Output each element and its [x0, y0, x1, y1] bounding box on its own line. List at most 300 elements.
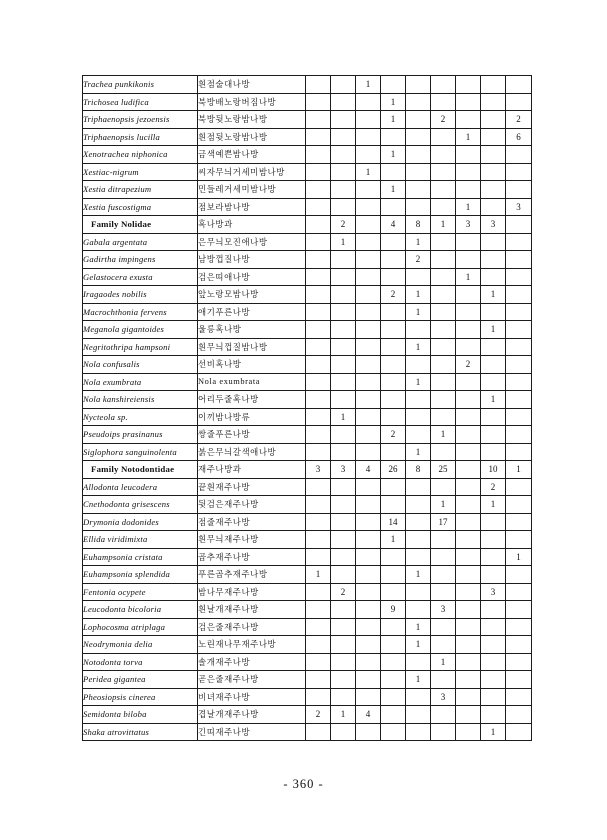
- count-cell: [306, 181, 331, 199]
- count-cell: [481, 303, 506, 321]
- species-row: [83, 496, 532, 514]
- count-cell: [356, 496, 381, 514]
- count-cell: 3: [306, 461, 331, 479]
- count-cell: [431, 478, 456, 496]
- count-cell: [481, 636, 506, 654]
- count-cell: 4: [356, 706, 381, 724]
- korean-name-cell: 북방배노랑버짐나방: [198, 93, 306, 111]
- count-cell: [506, 391, 532, 409]
- count-cell: 3: [481, 583, 506, 601]
- count-cell: [406, 583, 431, 601]
- korean-name-cell: 선비혹나방: [198, 356, 306, 374]
- count-cell: [331, 426, 356, 444]
- count-cell: [406, 723, 431, 741]
- count-cell: [431, 93, 456, 111]
- korean-name-cell: 남방껍질나방: [198, 251, 306, 269]
- count-cell: [431, 636, 456, 654]
- count-cell: [331, 146, 356, 164]
- count-cell: [356, 286, 381, 304]
- count-cell: [406, 513, 431, 531]
- count-cell: [431, 163, 456, 181]
- count-cell: [506, 653, 532, 671]
- count-cell: [381, 373, 406, 391]
- count-cell: 2: [431, 111, 456, 129]
- count-cell: [331, 636, 356, 654]
- species-row: [83, 688, 532, 706]
- count-cell: [356, 636, 381, 654]
- count-cell: [456, 461, 481, 479]
- count-cell: [456, 496, 481, 514]
- count-cell: [431, 321, 456, 339]
- count-cell: [306, 496, 331, 514]
- count-cell: [331, 688, 356, 706]
- count-cell: [406, 356, 431, 374]
- count-cell: [356, 233, 381, 251]
- count-cell: [456, 408, 481, 426]
- korean-name-cell: 북방뒷노랑밤나방: [198, 111, 306, 129]
- species-row: [83, 531, 532, 549]
- count-cell: [481, 356, 506, 374]
- count-cell: [456, 636, 481, 654]
- korean-name-cell: 검은띠애나방: [198, 268, 306, 286]
- count-cell: [481, 688, 506, 706]
- count-cell: [456, 76, 481, 94]
- count-cell: [331, 128, 356, 146]
- scientific-name-cell: Negritothripa hampsoni: [83, 338, 198, 356]
- count-cell: [331, 513, 356, 531]
- count-cell: 1: [381, 111, 406, 129]
- count-cell: [506, 478, 532, 496]
- count-cell: [356, 566, 381, 584]
- count-cell: [306, 286, 331, 304]
- count-cell: 1: [406, 373, 431, 391]
- count-cell: [406, 163, 431, 181]
- count-cell: [356, 338, 381, 356]
- count-cell: [506, 268, 532, 286]
- species-row: [83, 408, 532, 426]
- count-cell: [456, 321, 481, 339]
- korean-name-cell: 흰점뒷노랑밤나방: [198, 128, 306, 146]
- count-cell: [306, 408, 331, 426]
- count-cell: [381, 233, 406, 251]
- count-cell: [356, 198, 381, 216]
- count-cell: [331, 671, 356, 689]
- korean-name-cell: 겹날개재주나방: [198, 706, 306, 724]
- korean-name-cell: 애기푸른나방: [198, 303, 306, 321]
- scientific-name-cell: Xenotrachea niphonica: [83, 146, 198, 164]
- count-cell: [331, 618, 356, 636]
- count-cell: [406, 601, 431, 619]
- count-cell: [456, 443, 481, 461]
- count-cell: [381, 198, 406, 216]
- count-cell: [481, 251, 506, 269]
- count-cell: [381, 303, 406, 321]
- korean-name-cell: 붉은무늬갈색애나방: [198, 443, 306, 461]
- count-cell: 4: [356, 461, 381, 479]
- count-cell: [356, 146, 381, 164]
- count-cell: [381, 496, 406, 514]
- count-cell: [356, 618, 381, 636]
- count-cell: 3: [481, 216, 506, 234]
- count-cell: [406, 688, 431, 706]
- count-cell: [456, 373, 481, 391]
- count-cell: [481, 671, 506, 689]
- scientific-name-cell: Lophocosma atriplaga: [83, 618, 198, 636]
- count-cell: [356, 373, 381, 391]
- count-cell: [481, 513, 506, 531]
- count-cell: [481, 268, 506, 286]
- count-cell: [506, 303, 532, 321]
- scientific-name-cell: Gabala argentata: [83, 233, 198, 251]
- count-cell: [481, 531, 506, 549]
- count-cell: [406, 76, 431, 94]
- count-cell: [381, 443, 406, 461]
- species-row: [83, 356, 532, 374]
- count-cell: [356, 688, 381, 706]
- count-cell: [356, 513, 381, 531]
- scientific-name-cell: Trachea punkikonis: [83, 76, 198, 94]
- count-cell: [456, 181, 481, 199]
- count-cell: [431, 618, 456, 636]
- count-cell: [456, 93, 481, 111]
- count-cell: [506, 356, 532, 374]
- count-cell: [381, 128, 406, 146]
- species-row: [83, 636, 532, 654]
- count-cell: 1: [431, 496, 456, 514]
- count-cell: [406, 321, 431, 339]
- count-cell: 1: [406, 303, 431, 321]
- scientific-name-cell: Euhampsonia splendida: [83, 566, 198, 584]
- count-cell: 2: [506, 111, 532, 129]
- scientific-name-cell: Pheosiopsis cinerea: [83, 688, 198, 706]
- count-cell: 8: [406, 216, 431, 234]
- count-cell: 1: [481, 391, 506, 409]
- count-cell: 17: [431, 513, 456, 531]
- count-cell: [431, 531, 456, 549]
- species-row: [83, 723, 532, 741]
- count-cell: [356, 443, 381, 461]
- species-row: [83, 233, 532, 251]
- count-cell: [381, 408, 406, 426]
- count-cell: [431, 566, 456, 584]
- count-cell: [306, 268, 331, 286]
- scientific-name-cell: Shaka atrovittatus: [83, 723, 198, 741]
- scientific-name-cell: Neodrymonia delia: [83, 636, 198, 654]
- count-cell: [431, 268, 456, 286]
- count-cell: [331, 111, 356, 129]
- species-row: [83, 601, 532, 619]
- count-cell: [331, 93, 356, 111]
- count-cell: 1: [331, 706, 356, 724]
- count-cell: [506, 93, 532, 111]
- count-cell: [481, 706, 506, 724]
- count-cell: [331, 373, 356, 391]
- count-cell: [506, 233, 532, 251]
- count-cell: [431, 338, 456, 356]
- count-cell: [506, 338, 532, 356]
- count-cell: [356, 531, 381, 549]
- count-cell: 1: [456, 198, 481, 216]
- scientific-name-cell: Nola kanshireiensis: [83, 391, 198, 409]
- count-cell: [481, 426, 506, 444]
- species-row: [83, 513, 532, 531]
- count-cell: 1: [356, 163, 381, 181]
- count-cell: [456, 688, 481, 706]
- scientific-name-cell: Xestia ditrapezium: [83, 181, 198, 199]
- count-cell: [381, 583, 406, 601]
- count-cell: [406, 548, 431, 566]
- count-cell: [306, 216, 331, 234]
- count-cell: [381, 163, 406, 181]
- species-row: [83, 671, 532, 689]
- count-cell: 1: [481, 723, 506, 741]
- scientific-name-cell: Iragaodes nobilis: [83, 286, 198, 304]
- count-cell: [506, 163, 532, 181]
- count-cell: [306, 531, 331, 549]
- count-cell: [331, 601, 356, 619]
- count-cell: 2: [406, 251, 431, 269]
- count-cell: 3: [506, 198, 532, 216]
- family-row: [83, 461, 532, 479]
- count-cell: 1: [381, 181, 406, 199]
- count-cell: [456, 706, 481, 724]
- count-cell: [331, 163, 356, 181]
- count-cell: [406, 478, 431, 496]
- count-cell: [506, 408, 532, 426]
- scientific-name-cell: Triphaenopsis lucilla: [83, 128, 198, 146]
- count-cell: [356, 321, 381, 339]
- count-cell: 1: [406, 233, 431, 251]
- count-cell: [356, 216, 381, 234]
- count-cell: [306, 146, 331, 164]
- scientific-name-cell: Euhampsonia cristata: [83, 548, 198, 566]
- count-cell: [356, 93, 381, 111]
- species-row: [83, 566, 532, 584]
- count-cell: [456, 391, 481, 409]
- count-cell: [331, 286, 356, 304]
- count-cell: [306, 636, 331, 654]
- count-cell: [306, 233, 331, 251]
- count-cell: [381, 356, 406, 374]
- count-cell: [306, 583, 331, 601]
- count-cell: 1: [456, 268, 481, 286]
- count-cell: [481, 111, 506, 129]
- count-cell: [456, 233, 481, 251]
- count-cell: [506, 496, 532, 514]
- count-cell: 2: [331, 216, 356, 234]
- count-cell: [381, 251, 406, 269]
- korean-name-cell: 울릉혹나방: [198, 321, 306, 339]
- count-cell: [506, 583, 532, 601]
- count-cell: [481, 408, 506, 426]
- count-cell: [431, 198, 456, 216]
- count-cell: 2: [456, 356, 481, 374]
- korean-name-cell: 점줄재주나방: [198, 513, 306, 531]
- species-row: [83, 128, 532, 146]
- count-cell: 3: [431, 601, 456, 619]
- count-cell: 1: [306, 566, 331, 584]
- species-row: [83, 443, 532, 461]
- species-row: [83, 653, 532, 671]
- count-cell: [506, 286, 532, 304]
- scientific-name-cell: Trichosea ludifica: [83, 93, 198, 111]
- scientific-name-cell: Gelastocera exusta: [83, 268, 198, 286]
- count-cell: 1: [381, 531, 406, 549]
- count-cell: [456, 653, 481, 671]
- count-cell: [456, 723, 481, 741]
- korean-name-cell: 혹나방과: [198, 216, 306, 234]
- count-cell: [331, 443, 356, 461]
- count-cell: [381, 688, 406, 706]
- scientific-name-cell: Nola confusalis: [83, 356, 198, 374]
- table-body: [83, 76, 532, 741]
- count-cell: [506, 76, 532, 94]
- count-cell: [506, 566, 532, 584]
- count-cell: [406, 181, 431, 199]
- scientific-name-cell: Notodonta torva: [83, 653, 198, 671]
- scientific-name-cell: Nycteola sp.: [83, 408, 198, 426]
- korean-name-cell: 밤나무재주나방: [198, 583, 306, 601]
- species-row: [83, 286, 532, 304]
- count-cell: [331, 391, 356, 409]
- count-cell: [331, 356, 356, 374]
- korean-name-cell: 앞노랑모밤나방: [198, 286, 306, 304]
- count-cell: [306, 513, 331, 531]
- korean-name-cell: 흰무늬재주나방: [198, 531, 306, 549]
- count-cell: [481, 93, 506, 111]
- count-cell: [381, 268, 406, 286]
- korean-name-cell: 어리두줄혹나방: [198, 391, 306, 409]
- count-cell: 6: [506, 128, 532, 146]
- korean-name-cell: 흰점술대나방: [198, 76, 306, 94]
- count-cell: [406, 198, 431, 216]
- korean-name-cell: 푸른곱추재주나방: [198, 566, 306, 584]
- count-cell: [481, 128, 506, 146]
- count-cell: 3: [456, 216, 481, 234]
- count-cell: 25: [431, 461, 456, 479]
- count-cell: [381, 706, 406, 724]
- count-cell: [356, 601, 381, 619]
- count-cell: [506, 723, 532, 741]
- count-cell: [381, 478, 406, 496]
- count-cell: [431, 356, 456, 374]
- count-cell: [481, 181, 506, 199]
- count-cell: [331, 198, 356, 216]
- species-row: [83, 268, 532, 286]
- count-cell: 14: [381, 513, 406, 531]
- count-cell: 3: [331, 461, 356, 479]
- korean-name-cell: 곱추재주나방: [198, 548, 306, 566]
- count-cell: 1: [506, 548, 532, 566]
- count-cell: 1: [406, 636, 431, 654]
- count-cell: [306, 548, 331, 566]
- korean-name-cell: 재주나방과: [198, 461, 306, 479]
- count-cell: [381, 671, 406, 689]
- count-cell: [506, 706, 532, 724]
- count-cell: 10: [481, 461, 506, 479]
- species-row: [83, 583, 532, 601]
- scientific-name-cell: Pseudoips prasinanus: [83, 426, 198, 444]
- count-cell: [431, 373, 456, 391]
- count-cell: [431, 233, 456, 251]
- count-cell: 1: [381, 146, 406, 164]
- count-cell: [306, 373, 331, 391]
- korean-name-cell: 금색예쁜밤나방: [198, 146, 306, 164]
- count-cell: [481, 146, 506, 164]
- count-cell: [506, 216, 532, 234]
- count-cell: [406, 426, 431, 444]
- count-cell: [406, 531, 431, 549]
- count-cell: 1: [406, 286, 431, 304]
- species-row: [83, 93, 532, 111]
- count-cell: [356, 548, 381, 566]
- count-cell: [356, 723, 381, 741]
- scientific-name-cell: Xestia fuscostigma: [83, 198, 198, 216]
- count-cell: [331, 723, 356, 741]
- species-row: [83, 251, 532, 269]
- family-name-cell: Family Notodontidae: [83, 461, 198, 479]
- count-cell: 1: [381, 93, 406, 111]
- count-cell: [431, 408, 456, 426]
- count-cell: 1: [356, 76, 381, 94]
- family-row: [83, 216, 532, 234]
- count-cell: [331, 268, 356, 286]
- count-cell: [431, 251, 456, 269]
- count-cell: [481, 566, 506, 584]
- count-cell: [306, 163, 331, 181]
- count-cell: [356, 478, 381, 496]
- count-cell: [306, 93, 331, 111]
- count-cell: 1: [481, 496, 506, 514]
- korean-name-cell: 검은줄재주나방: [198, 618, 306, 636]
- count-cell: [456, 426, 481, 444]
- count-cell: [431, 76, 456, 94]
- count-cell: [506, 181, 532, 199]
- species-row: [83, 146, 532, 164]
- count-cell: 1: [406, 618, 431, 636]
- korean-name-cell: 민들레거세미밤나방: [198, 181, 306, 199]
- count-cell: [356, 303, 381, 321]
- scientific-name-cell: Allodonta leucodera: [83, 478, 198, 496]
- count-cell: [481, 548, 506, 566]
- count-cell: [306, 671, 331, 689]
- species-row: [83, 321, 532, 339]
- scientific-name-cell: Cnethodonta grisescens: [83, 496, 198, 514]
- count-cell: [431, 146, 456, 164]
- count-cell: [506, 443, 532, 461]
- count-cell: [431, 548, 456, 566]
- count-cell: [306, 338, 331, 356]
- count-cell: [306, 198, 331, 216]
- count-cell: [406, 93, 431, 111]
- count-cell: [506, 636, 532, 654]
- count-cell: [331, 321, 356, 339]
- count-cell: [306, 391, 331, 409]
- count-cell: [356, 356, 381, 374]
- korean-name-cell: 씨자무늬거세미밤나방: [198, 163, 306, 181]
- count-cell: 1: [431, 216, 456, 234]
- count-cell: [406, 268, 431, 286]
- count-cell: [506, 688, 532, 706]
- count-cell: [406, 128, 431, 146]
- count-cell: [456, 338, 481, 356]
- korean-name-cell: 흰날개재주나방: [198, 601, 306, 619]
- count-cell: [431, 286, 456, 304]
- count-cell: 4: [381, 216, 406, 234]
- count-cell: [431, 706, 456, 724]
- scientific-name-cell: Drymonia dodonides: [83, 513, 198, 531]
- count-cell: [356, 391, 381, 409]
